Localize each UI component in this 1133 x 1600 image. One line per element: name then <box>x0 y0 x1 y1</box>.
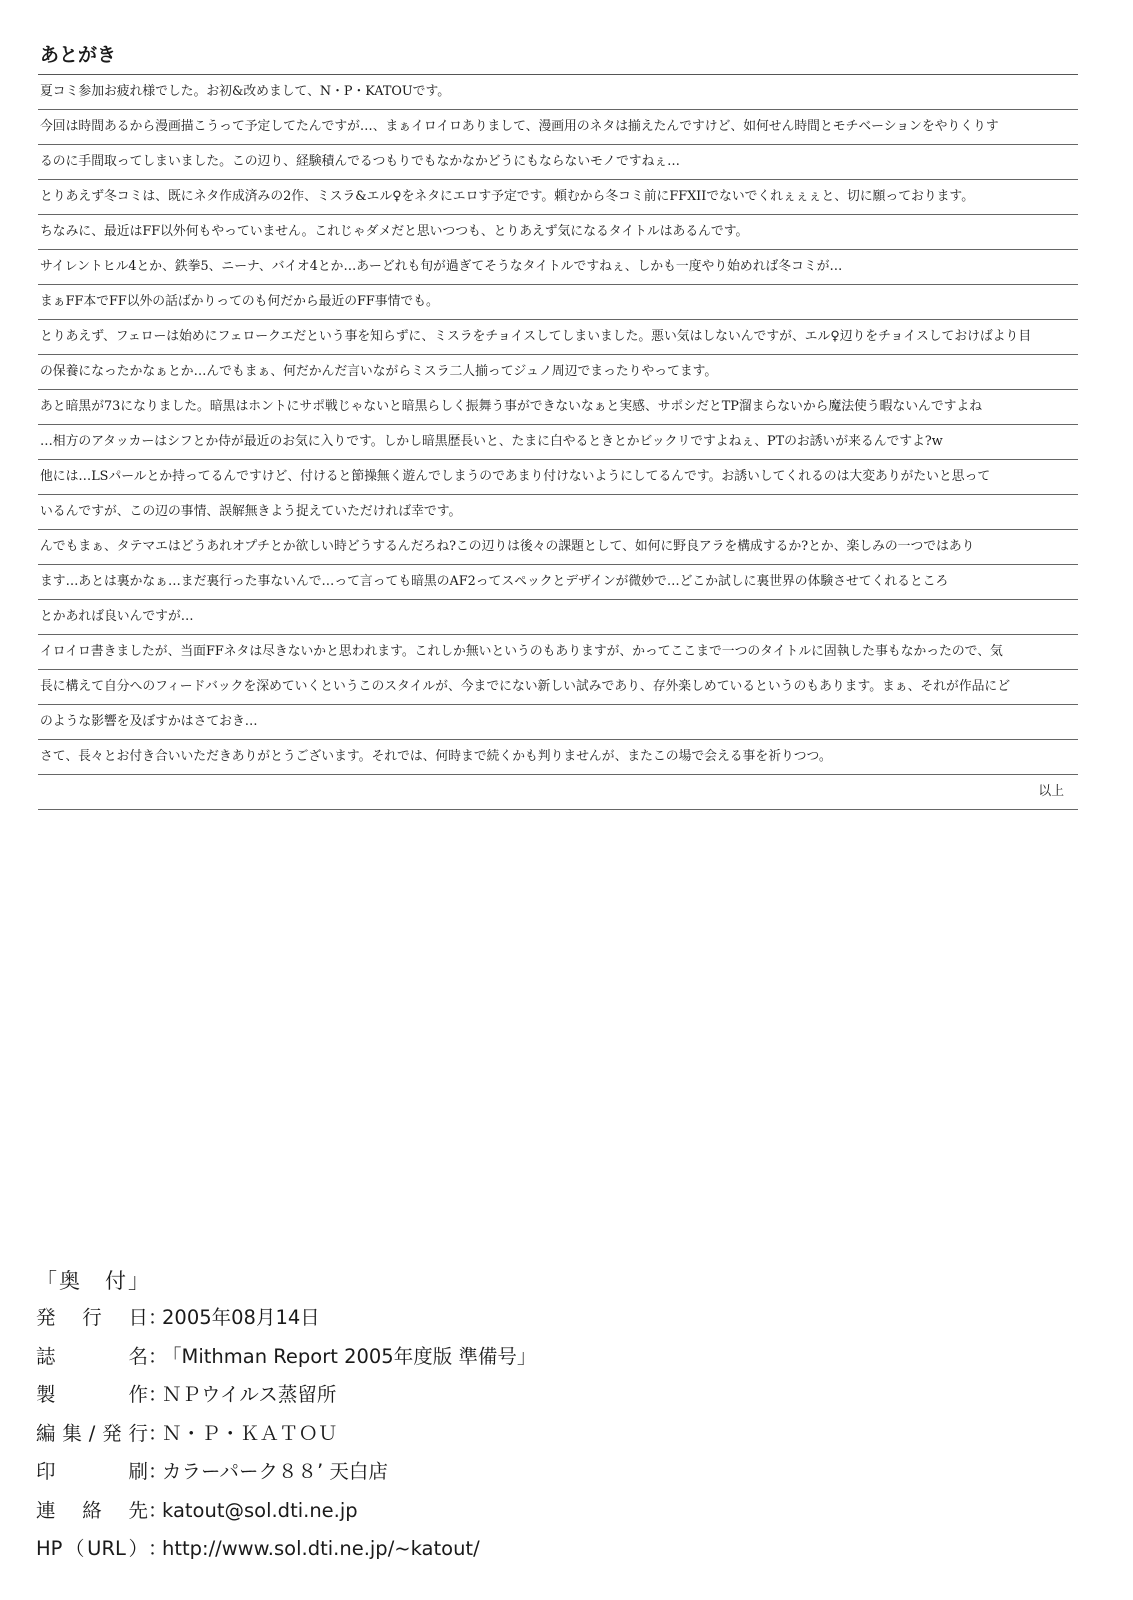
colophon-row-issue-date <box>36 1299 736 1338</box>
colophon-separator: ： <box>148 1344 168 1368</box>
colophon-row-homepage <box>36 1530 736 1569</box>
colophon-value: 「Mithman Report 2005年度版 準備号」 <box>162 1344 537 1368</box>
colophon-row-contact <box>36 1492 736 1531</box>
colophon-label: 編集/発行 <box>36 1421 148 1445</box>
colophon-separator: ： <box>148 1383 168 1406</box>
afterword-line: …相方のアタッカーはシフとか侍が最近のお気に入りです。しかし暗黒歴長いと、たまに白やるときとかビックリですよねぇ、PTのお誘いが来るんですよ?w <box>38 425 1078 460</box>
afterword-line: 長に構えて自分へのフィードバックを深めていくというこのスタイルが、今までにない新しい試みであり、存外楽しめているというのもあります。まぁ、それが作品にど <box>38 670 1078 705</box>
afterword-line: 今回は時間あるから漫画描こうって予定してたんですが…、まぁイロイロありまして、漫画用のネタは揃えたんですけど、如何せん時間とモチベーションをやりくりす <box>38 110 1078 145</box>
colophon-value: Ｎ・Ｐ・ＫＡＴＯＵ <box>162 1421 338 1445</box>
afterword-line: ます…あとは裏かなぁ…まだ裏行った事ないんで…って言っても暗黒のAF2ってスペックとデザインが微妙で…どこか試しに裏世界の体験させてくれるところ <box>38 565 1078 600</box>
afterword-line: んでもまぁ、タテマエはどうあれオプチとか欲しい時どうするんだろね?この辺りは後々の課題として、如何に野良アラを構成するか?とか、楽しみの一つではあり <box>38 530 1078 565</box>
afterword-title: あとがき <box>38 36 1078 75</box>
afterword-line: イロイロ書きましたが、当面FFネタは尽きないかと思われます。これしか無いというのもありますが、かってここまで一つのタイトルに固執した事もなかったので、気 <box>38 635 1078 670</box>
afterword-line: サイレントヒル4とか、鉄拳5、ニーナ、バイオ4とか…あーどれも旬が過ぎてそうなタイトルですねぇ、しかも一度やり始めれば冬コミが… <box>38 250 1078 285</box>
colophon-separator: ： <box>148 1460 168 1483</box>
afterword-signoff: 以上 <box>38 775 1078 810</box>
colophon-value: カラーパーク８８’ 天白店 <box>162 1460 388 1483</box>
afterword-line: とりあえず、フェローは始めにフェロークエだという事を知らずに、ミスラをチョイスしてしまいました。悪い気はしないんですが、エル♀辺りをチョイスしておけばより目 <box>38 320 1078 355</box>
afterword-line: のような影響を及ぼすかはさておき… <box>38 705 1078 740</box>
afterword-line: いるんですが、この辺の事情、誤解無きよう捉えていただければ幸です。 <box>38 495 1078 530</box>
colophon-row-printer <box>36 1453 736 1492</box>
afterword-line: とりあえず冬コミは、既にネタ作成済みの2作、ミスラ&エル♀をネタにエロす予定です。頼むから冬コミ前にFFXIIでないでくれぇぇぇと、切に願っております。 <box>38 180 1078 215</box>
colophon-separator: ： <box>148 1306 168 1329</box>
colophon-label: 誌名 <box>36 1344 148 1368</box>
afterword-line: の保養になったかなぁとか…んでもまぁ、何だかんだ言いながらミスラ二人揃ってジュノ周辺でまったりやってます。 <box>38 355 1078 390</box>
colophon-value: 2005年08月14日 <box>162 1306 320 1329</box>
colophon-label: HP（URL） <box>36 1537 148 1560</box>
afterword-line: まぁFF本でFF以外の話ばかりってのも何だから最近のFF事情でも。 <box>38 285 1078 320</box>
colophon-value: ＮＰウイルス蒸留所 <box>162 1383 337 1406</box>
afterword-line: るのに手間取ってしまいました。この辺り、経験積んでるつもりでもなかなかどうにもならないモノですねぇ… <box>38 145 1078 180</box>
colophon-label: 連絡先 <box>36 1498 148 1522</box>
colophon-separator: ： <box>148 1498 168 1522</box>
contact-email: katout@sol.dti.ne.jp <box>162 1498 358 1522</box>
colophon-row-publisher <box>36 1415 736 1454</box>
colophon-separator: ： <box>148 1537 168 1560</box>
colophon-label: 印刷 <box>36 1460 148 1483</box>
afterword-line: 夏コミ参加お疲れ様でした。お初&改めまして、N・P・KATOUです。 <box>38 75 1078 110</box>
colophon-label: 発行日 <box>36 1306 148 1329</box>
colophon <box>36 1263 736 1569</box>
afterword-line: ちなみに、最近はFF以外何もやっていません。これじゃダメだと思いつつも、とりあえず気になるタイトルはあるんです。 <box>38 215 1078 250</box>
colophon-row-title <box>36 1338 736 1377</box>
afterword-section <box>38 36 1078 810</box>
afterword-line: あと暗黒が73になりました。暗黒はホントにサポ戦じゃないと暗黒らしく振舞う事ができないなぁと実感、サポシだとTP溜まらないから魔法使う暇ないんですよね <box>38 390 1078 425</box>
homepage-url: http://www.sol.dti.ne.jp/~katout/ <box>162 1537 480 1560</box>
colophon-separator: ： <box>148 1421 168 1445</box>
afterword-line: 他には…LSパールとか持ってるんですけど、付けると節操無く遊んでしまうのであまり付けないようにしてるんです。お誘いしてくれるのは大変ありがたいと思って <box>38 460 1078 495</box>
colophon-title: 「奥 付」 <box>36 1269 151 1293</box>
afterword-line: さて、長々とお付き合いいただきありがとうございます。それでは、何時まで続くかも判りませんが、またこの場で会える事を祈りつつ。 <box>38 740 1078 775</box>
colophon-row-producer <box>36 1376 736 1415</box>
afterword-line: とかあれば良いんですが… <box>38 600 1078 635</box>
colophon-label: 製作 <box>36 1383 148 1406</box>
